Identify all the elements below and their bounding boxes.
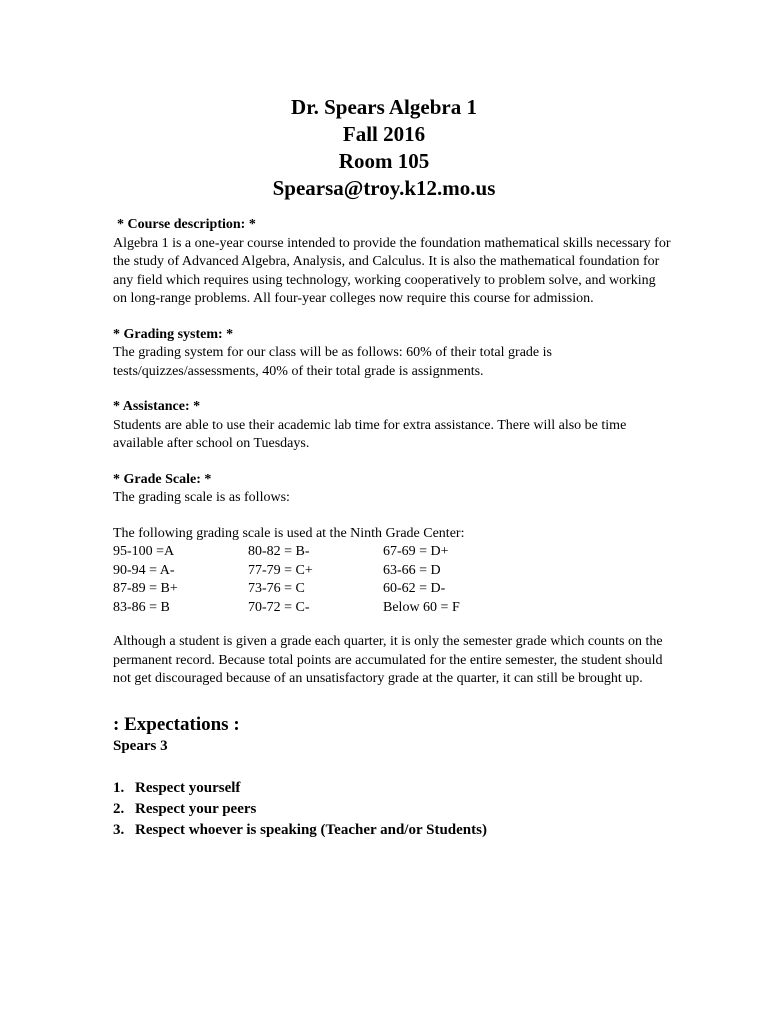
list-item-number: 3. — [113, 821, 125, 838]
grade-scale-row — [113, 599, 673, 618]
grade-scale-note: Although a student is given a grade each quarter, it is only the semester grade which counts on the permanent record. Because total points are accumulated for the entire semester, the student should not get discouraged because of an unsatisfactory grade at the quarter, it can still be brought up. — [113, 634, 663, 686]
grade-scale-heading: * Grade Scale: * — [113, 471, 212, 487]
grade-scale-cell: 70-72 = C- — [248, 599, 310, 615]
document-header — [0, 94, 768, 202]
term: Fall 2016 — [342, 122, 426, 146]
list-item-number: 1. — [113, 779, 125, 796]
assistance-heading: * Assistance: * — [113, 399, 201, 414]
room: Room 105 — [338, 149, 430, 173]
grade-scale-cell: 90-94 = A- — [113, 562, 175, 578]
grade-scale-row — [113, 580, 673, 599]
grade-scale-cell: 60-62 = D- — [383, 581, 446, 596]
list-item — [113, 820, 673, 841]
grade-scale-cell: 67-69 = D+ — [383, 544, 449, 559]
grading-system-text: The grading system for our class will be as follows: 60% of their total grade is tests/quizzes/assessments, 40% of their total grade is assignments. — [113, 345, 552, 379]
list-item-text: Respect whoever is speaking (Teacher and/or Students) — [135, 821, 487, 838]
list-item-text: Respect yourself — [135, 779, 241, 796]
list-item-number: 2. — [113, 800, 125, 817]
grade-scale-intro: The grading scale is as follows: — [113, 490, 290, 505]
grade-scale-cell: 80-82 = B- — [248, 544, 310, 559]
grade-scale-cell: 77-79 = C+ — [248, 562, 313, 578]
assistance-text: Students are able to use their academic lab time for extra assistance. There will also be time available after school on Tuesdays. — [113, 417, 627, 451]
course-title: Dr. Spears Algebra 1 — [291, 95, 477, 119]
list-item-text: Respect your peers — [135, 800, 257, 817]
grade-scale-cell: 83-86 = B — [113, 599, 170, 615]
grade-scale-row — [113, 562, 673, 581]
course-description-heading: * Course description: * — [117, 217, 256, 232]
grade-scale-cell: 87-89 = B+ — [113, 581, 178, 596]
grade-scale-cell: Below 60 = F — [383, 599, 460, 615]
grade-scale-cell: 63-66 = D — [383, 562, 441, 578]
expectations-subtitle: Spears 3 — [113, 737, 168, 754]
list-item — [113, 799, 673, 820]
grade-scale-cell: 73-76 = C — [248, 581, 305, 596]
expectations-list — [113, 778, 673, 841]
grade-scale-cell: 95-100 =A — [113, 544, 175, 559]
grade-scale-row — [113, 543, 673, 562]
grade-scale-table — [113, 543, 673, 617]
expectations-title: : Expectations : — [113, 713, 240, 735]
grading-system-heading: * Grading system: * — [113, 326, 234, 342]
document-body — [113, 216, 673, 841]
grade-scale-intro-ninth-grade: The following grading scale is used at the Ninth Grade Center: — [113, 525, 465, 541]
email: Spearsa@troy.k12.mo.us — [272, 176, 496, 200]
list-item — [113, 778, 673, 799]
course-description-text: Algebra 1 is a one-year course intended to provide the foundation mathematical skills necessary for the study of Advanced Algebra, Analysis, and Calculus. It is also the mathematical foundation for any field which requires using technology, working cooperatively to problem solve, and working on long-range problems. All four-year colleges now require this course for admission. — [113, 235, 671, 306]
